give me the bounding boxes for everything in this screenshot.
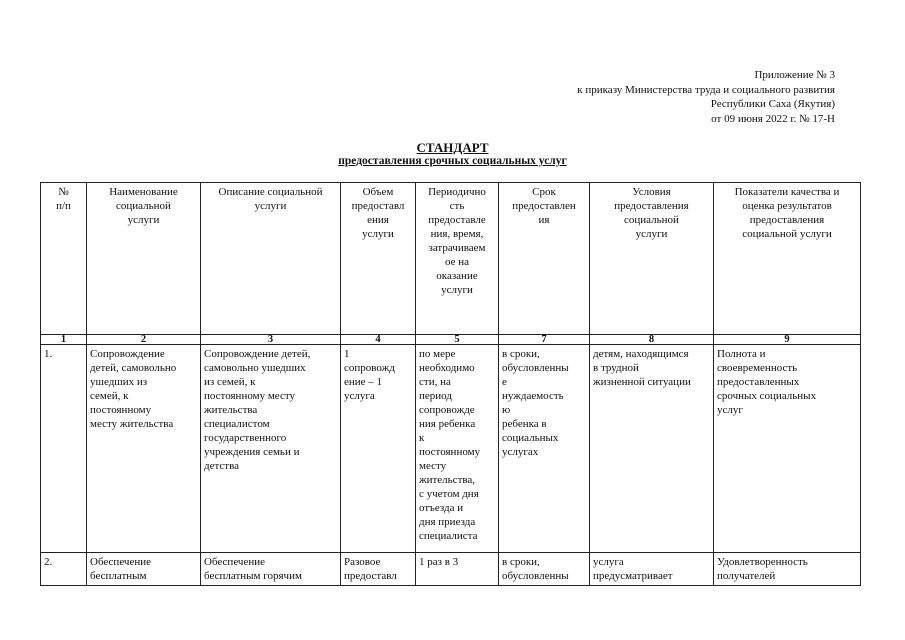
table-cell — [590, 553, 714, 586]
cell-text-line: Условия — [632, 186, 671, 198]
cell-text-line: 1 — [344, 348, 350, 360]
cell-text-line: ния ребенка — [419, 418, 476, 430]
cell-text-line: отъезда и — [419, 502, 464, 514]
cell-text-line: сти, на — [419, 376, 451, 388]
cell-text-line: детства — [204, 460, 240, 472]
cell-text-line: ое на — [444, 256, 470, 268]
cell-text-line: жизненной ситуации — [593, 376, 691, 388]
cell-text-line: ушедших из — [90, 376, 148, 388]
table-cell — [714, 553, 861, 586]
table-cell — [499, 553, 590, 586]
cell-text-line: сопровожд — [344, 362, 395, 374]
cell-text-line: услуга — [344, 390, 375, 402]
document-title: СТАНДАРТ — [416, 140, 489, 155]
cell-text-line: Периодично — [428, 186, 486, 198]
cell-text-line: социальной — [116, 200, 171, 212]
cell-text-line: социальной услуги — [742, 228, 832, 240]
header-cell — [87, 183, 201, 335]
cell-text-line: обусловленны — [502, 362, 569, 374]
column-number-cell: 3 — [201, 335, 341, 345]
appendix-line-3: Республики Саха (Якутия) — [710, 98, 835, 110]
cell-text-line: социальных — [502, 432, 559, 444]
cell-text-line: бесплатным горячим — [204, 570, 302, 582]
cell-text-line: предоставления — [614, 200, 689, 212]
header-cell — [341, 183, 416, 335]
table-cell — [416, 345, 499, 553]
table-cell — [87, 553, 201, 586]
cell-text-line: Сопровождение — [90, 348, 165, 360]
appendix-line-1: Приложение № 3 — [754, 69, 835, 81]
cell-text-line: сть — [449, 200, 465, 212]
cell-text-line: предоставлен — [512, 200, 576, 212]
cell-text-line: е — [502, 376, 507, 388]
cell-text-line: к — [419, 432, 425, 444]
cell-text-line: оказание — [436, 270, 478, 282]
cell-text-line: своевременность — [717, 362, 798, 374]
cell-text-line: услуг — [717, 404, 743, 416]
cell-text-line: дня приезда — [419, 516, 476, 528]
appendix-header — [577, 68, 835, 126]
cell-text-line: ния, время, — [430, 228, 484, 240]
cell-text-line: услугах — [502, 446, 539, 458]
cell-text-line: услуги — [127, 214, 160, 226]
cell-text-line: срочных социальных — [717, 390, 817, 402]
cell-text-line: предоставленных — [717, 376, 800, 388]
cell-text-line: Наименование — [109, 186, 178, 198]
cell-text-line: учреждения семьи и — [204, 446, 300, 458]
cell-text-line: семей, к — [90, 390, 129, 402]
cell-text-line: ение – 1 — [344, 376, 383, 388]
standard-table — [40, 182, 861, 586]
table-row — [41, 553, 861, 586]
cell-text-line: Разовое — [344, 556, 381, 568]
cell-text-line: необходимо — [419, 362, 475, 374]
cell-text-line: постоянному месту — [204, 390, 295, 402]
table-cell — [87, 345, 201, 553]
cell-text-line: услуги — [362, 228, 394, 240]
cell-text-line: социальной — [624, 214, 679, 226]
cell-text-line: Удовлетворенность — [717, 556, 808, 568]
cell-text-line: предоставле — [428, 214, 486, 226]
table-cell — [416, 553, 499, 586]
column-number-cell: 4 — [341, 335, 416, 345]
cell-text-line: сопровожде — [419, 404, 475, 416]
cell-text-line: по мере — [419, 348, 456, 360]
table-cell — [41, 345, 87, 553]
header-cell — [714, 183, 861, 335]
cell-text-line: обусловленны — [502, 570, 569, 582]
cell-text-line: 2. — [44, 556, 53, 568]
table-row — [41, 345, 861, 553]
cell-text-line: затрачиваем — [428, 242, 486, 254]
cell-text-line: предусматривает — [593, 570, 673, 582]
table-cell — [41, 553, 87, 586]
cell-text-line: предоставл — [344, 570, 397, 582]
appendix-line-2: к приказу Министерства труда и социального развития — [577, 83, 835, 96]
cell-text-line: постоянному — [419, 446, 481, 458]
cell-text-line: постоянному — [90, 404, 152, 416]
cell-text-line: с учетом дня — [419, 488, 479, 500]
cell-text-line: бесплатным — [90, 570, 147, 582]
column-number-cell: 8 — [590, 335, 714, 345]
cell-text-line: предоставления — [749, 214, 825, 226]
cell-text-line: Описание социальной — [218, 186, 323, 198]
header-cell — [41, 183, 87, 335]
cell-text-line: ребенка в — [502, 418, 547, 430]
table-cell — [201, 345, 341, 553]
cell-text-line: нуждаемость — [502, 390, 564, 402]
cell-text-line: в трудной — [593, 362, 639, 374]
table-cell — [590, 345, 714, 553]
column-number-cell: 2 — [87, 335, 201, 345]
column-number-cell: 7 — [499, 335, 590, 345]
cell-text-line: услуги — [254, 200, 287, 212]
column-number-cell: 5 — [416, 335, 499, 345]
cell-text-line: специалистом — [204, 418, 270, 430]
appendix-line-4: от 09 июня 2022 г. № 17-Н — [711, 112, 835, 125]
table-cell — [714, 345, 861, 553]
table-cell — [341, 553, 416, 586]
column-numbers-row — [41, 335, 861, 345]
cell-text-line: Объем — [362, 186, 394, 198]
cell-text-line: специалиста — [419, 530, 478, 542]
cell-text-line: услуга — [593, 556, 624, 568]
table-cell — [201, 553, 341, 586]
cell-text-line: получателей — [717, 570, 776, 582]
document-subtitle: предоставления срочных социальных услуг — [338, 155, 567, 167]
cell-text-line: Сопровождение детей, — [204, 348, 311, 360]
cell-text-line: жительства, — [419, 474, 476, 486]
table-cell — [341, 345, 416, 553]
header-cell — [499, 183, 590, 335]
cell-text-line: Полнота и — [717, 348, 766, 360]
cell-text-line: месту жительства — [90, 418, 174, 430]
cell-text-line: Срок — [532, 186, 556, 198]
cell-text-line: услуги — [635, 228, 668, 240]
cell-text-line: ения — [367, 214, 389, 226]
cell-text-line: самовольно ушедших — [204, 362, 306, 374]
header-cell — [590, 183, 714, 335]
cell-text-line: предоставл — [351, 200, 405, 212]
cell-text-line: Обеспечение — [204, 556, 265, 568]
cell-text-line: период — [419, 390, 452, 402]
cell-text-line: услуги — [441, 284, 473, 296]
cell-text-line: детям, находящимся — [593, 348, 689, 360]
cell-text-line: жительства — [204, 404, 258, 416]
cell-text-line: п/п — [56, 200, 71, 212]
cell-text-line: в сроки, — [502, 348, 540, 360]
table-cell — [499, 345, 590, 553]
cell-text-line: 1. — [44, 348, 53, 360]
header-cell — [416, 183, 499, 335]
cell-text-line: ю — [502, 404, 511, 416]
cell-text-line: № — [58, 186, 69, 198]
cell-text-line: Показатели качества и — [734, 186, 840, 198]
table-header-row — [41, 183, 861, 335]
cell-text-line: из семей, к — [204, 376, 256, 388]
cell-text-line: Обеспечение — [90, 556, 151, 568]
cell-text-line: детей, самовольно — [90, 362, 177, 374]
cell-text-line: в сроки, — [502, 556, 540, 568]
cell-text-line: 1 раз в 3 — [419, 556, 459, 568]
column-number-cell: 9 — [714, 335, 861, 345]
table-body — [41, 345, 861, 586]
cell-text-line: оценка результатов — [742, 200, 832, 212]
header-cell — [201, 183, 341, 335]
column-number-cell: 1 — [41, 335, 87, 345]
cell-text-line: месту — [419, 460, 447, 472]
cell-text-line: ия — [538, 214, 550, 226]
cell-text-line: государственного — [204, 432, 287, 444]
